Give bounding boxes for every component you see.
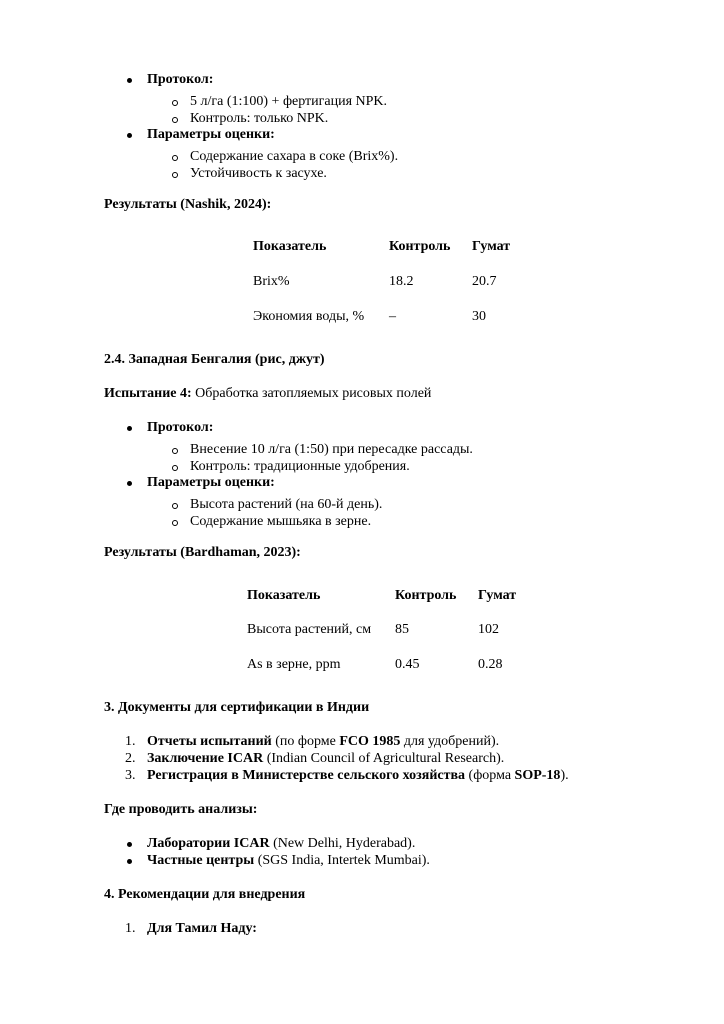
bullet-icon <box>127 133 132 138</box>
trial-text: Обработка затопляемых рисовых полей <box>191 386 432 401</box>
table-cell: Высота растений, см <box>247 622 372 637</box>
table-cell: 18.2 <box>389 274 414 289</box>
circle-bullet-icon <box>172 520 178 526</box>
list-item: Устойчивость к засухе. <box>190 166 327 181</box>
table-cell: 0.28 <box>478 657 503 672</box>
section-heading: 4. Рекомендации для внедрения <box>104 887 306 902</box>
table-cell: – <box>389 309 396 324</box>
circle-bullet-icon <box>172 465 178 471</box>
trial-line <box>104 385 431 402</box>
circle-bullet-icon <box>172 155 178 161</box>
list-item: Для Тамил Наду: <box>147 921 257 936</box>
params-label: Параметры оценки: <box>147 475 275 490</box>
bullet-icon <box>127 859 132 864</box>
circle-bullet-icon <box>172 448 178 454</box>
trial-label: Испытание 4: <box>104 386 192 401</box>
table-header: Показатель <box>247 588 321 603</box>
list-item: Заключение ICAR (Indian Council of Agricultural Research). <box>147 751 505 766</box>
table-cell: Brix% <box>253 274 290 289</box>
protocol-label: Протокол: <box>147 420 214 435</box>
list-number: 3. <box>125 768 136 783</box>
list-item: Контроль: только NPK. <box>190 111 329 126</box>
circle-bullet-icon <box>172 172 178 178</box>
table-header: Контроль <box>395 588 457 603</box>
params-label: Параметры оценки: <box>147 127 275 142</box>
bullet-icon <box>127 842 132 847</box>
section-heading: 3. Документы для сертификации в Индии <box>104 700 370 715</box>
table-header: Контроль <box>389 239 451 254</box>
list-item: Содержание мышьяка в зерне. <box>190 514 372 529</box>
bullet-icon <box>127 481 132 486</box>
list-item: 5 л/га (1:100) + фертигация NPK. <box>190 94 388 109</box>
list-item: Внесение 10 л/га (1:50) при пересадке рассады. <box>190 442 473 457</box>
circle-bullet-icon <box>172 100 178 106</box>
table-header: Показатель <box>253 239 327 254</box>
list-item: Содержание сахара в соке (Brix%). <box>190 149 399 164</box>
table-header: Гумат <box>472 239 511 254</box>
results-title: Результаты (Bardhaman, 2023): <box>104 545 301 560</box>
labs-heading: Где проводить анализы: <box>104 802 258 817</box>
list-item: Отчеты испытаний (по форме FCO 1985 для удобрений). <box>147 734 500 749</box>
results-title: Результаты (Nashik, 2024): <box>104 197 272 212</box>
list-item: Регистрация в Министерстве сельского хозяйства (форма SOP-18). <box>147 768 569 783</box>
table-cell: 0.45 <box>395 657 420 672</box>
circle-bullet-icon <box>172 503 178 509</box>
bullet-icon <box>127 426 132 431</box>
section-heading: 2.4. Западная Бенгалия (рис, джут) <box>104 352 325 367</box>
table-cell: Экономия воды, % <box>253 309 365 324</box>
list-number: 2. <box>125 751 136 766</box>
table-cell: 30 <box>472 309 486 324</box>
table-cell: 85 <box>395 622 409 637</box>
list-item: Контроль: традиционные удобрения. <box>190 459 410 474</box>
table-cell: 102 <box>478 622 499 637</box>
table-header: Гумат <box>478 588 517 603</box>
list-item: Лаборатории ICAR (New Delhi, Hyderabad). <box>147 836 416 851</box>
list-item: Высота растений (на 60-й день). <box>190 497 383 512</box>
table-cell: As в зерне, ppm <box>247 657 341 672</box>
list-number: 1. <box>125 734 136 749</box>
bullet-icon <box>127 78 132 83</box>
list-number: 1. <box>125 921 136 936</box>
list-item: Частные центры (SGS India, Intertek Mumbai). <box>147 853 430 868</box>
circle-bullet-icon <box>172 117 178 123</box>
table-cell: 20.7 <box>472 274 497 289</box>
protocol-label: Протокол: <box>147 72 214 87</box>
